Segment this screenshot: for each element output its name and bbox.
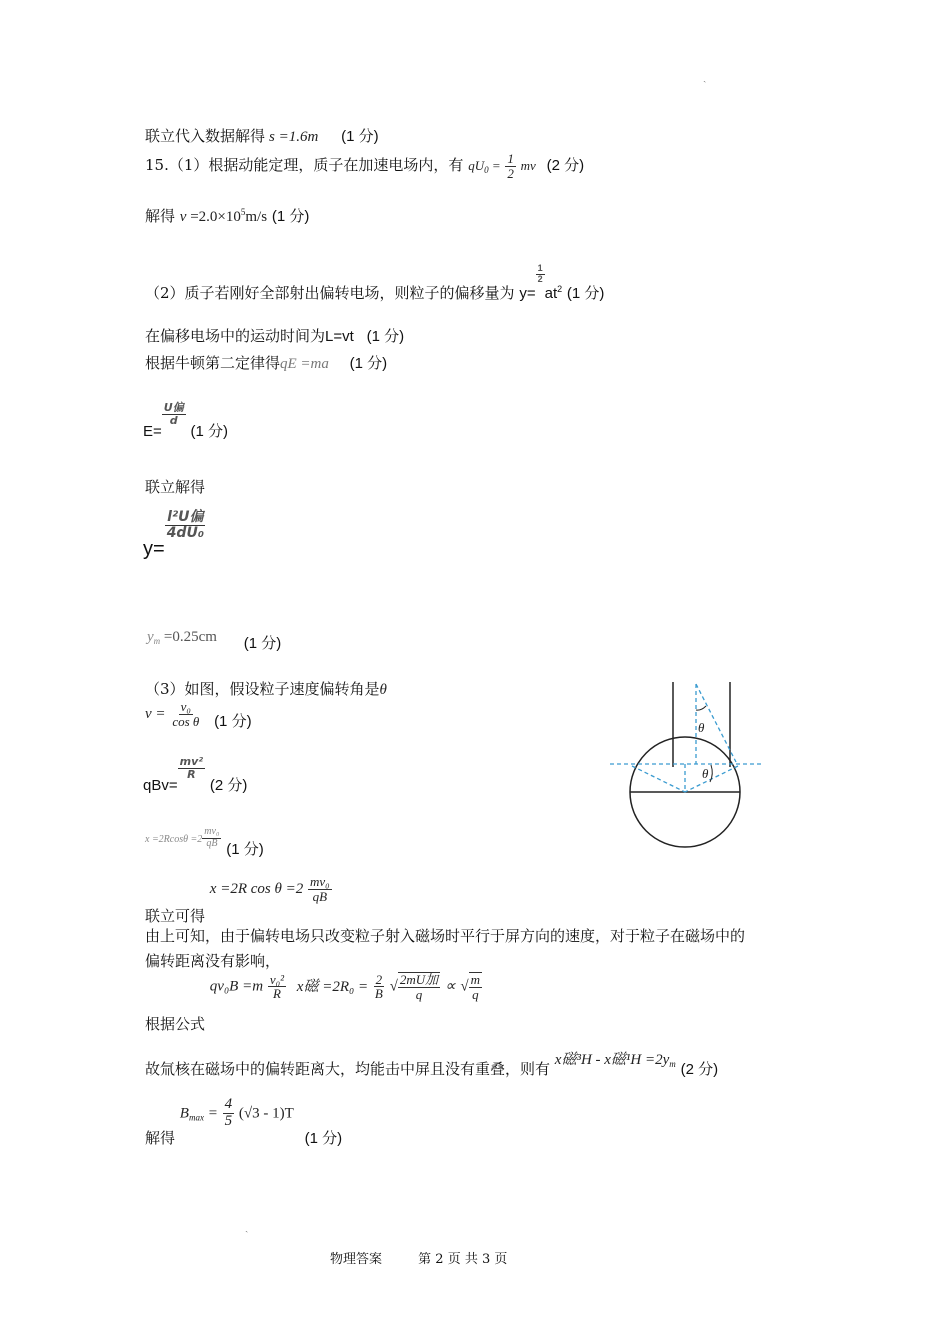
footer-subject: 物理答案: [330, 1252, 383, 1267]
theta-label-bottom: θ: [702, 766, 709, 781]
line-qbv: qBv= $\frac{\text{mv²}}{R}$ (2 分): [143, 755, 248, 795]
footer-page: 第 2 页 共 3 页: [418, 1252, 508, 1267]
line-y-formula: y= $\frac{\text{l²U偏}}{\text{4dU₀}}$: [143, 509, 204, 561]
line-v-cos: v = $\frac{\text{v₀}}{\text{cos θ}}$ (1 分): [145, 699, 252, 731]
line-q15-1: 15.（1）根据动能定理，质子在加速电场内，有 $qU_0$ = $\frac{1}{2}$ mv (2 分): [145, 151, 585, 181]
bottom-mark: ˎ: [245, 1222, 249, 1233]
line-bmax: 解得 $B_{max}$ = $\frac{4}{5}$ (√3 - 1)T (1 分): [145, 1096, 343, 1148]
line-newton: 根据牛顿第二定律得qE =ma (1 分): [145, 354, 388, 372]
line-result-s: 联立代入数据解得 s =1.6m (1 分): [145, 127, 379, 145]
angle-arc-top: [696, 706, 706, 710]
top-mark: ˎ: [703, 72, 707, 83]
line-lianli-x: 联立可得 x =2R cos θ =2 $\frac{\text{mv₀}}{qB}$: [145, 874, 330, 926]
ray-left: [632, 766, 685, 792]
magnetic-field-diagram: [600, 670, 780, 860]
line-explain-2: 偏转距离没有影响，: [145, 952, 281, 970]
line-time: 在偏移电场中的运动时间为L=vt (1 分): [145, 327, 405, 345]
line-ym: $y_m =0.25cm$ (1 分): [147, 629, 282, 652]
line-x-small: x =2Rcosθ =2 $\frac{\text{mv₀}}{qB}$ (1 分): [145, 826, 264, 858]
theta-label-top: θ: [698, 720, 705, 735]
line-v1: 解得 $v =2.0\times 10^5m/s$ (1 分): [145, 207, 310, 225]
line-explain-1: 由上可知，由于偏转电场只改变粒子射入磁场时平行于屏方向的速度，对于粒子在磁场中的: [145, 927, 746, 945]
line-lianli: 联立解得: [145, 478, 206, 496]
line-formula-basis: 根据公式 qv₀B =m $\frac{\text{v₀²}}{R}$ x磁 =2R₀ = $\frac{2}{B}$ √ $\frac{\text{2mU加}}{q}$ ∝ √ $\frac{m}{q}$: [145, 971, 481, 1033]
line-e-field: E= $\frac{\text{U偏}}{d}$ (1 分): [143, 401, 228, 441]
line-q15-3: （3）如图，假设粒子速度偏转角是θ: [145, 680, 387, 698]
line-conclusion: 故氚核在磁场中的偏转距离大，均能击中屏且没有重叠，则有 x磁³H - x磁$^1H =2y_m$ (2 分): [145, 1052, 719, 1078]
line-q15-2: （2）质子若刚好全部射出偏转电场，则粒子的偏移量为 y= $\frac{1}{2}$ $at_2$ (1 分): [145, 263, 605, 302]
footer: [330, 1248, 507, 1267]
